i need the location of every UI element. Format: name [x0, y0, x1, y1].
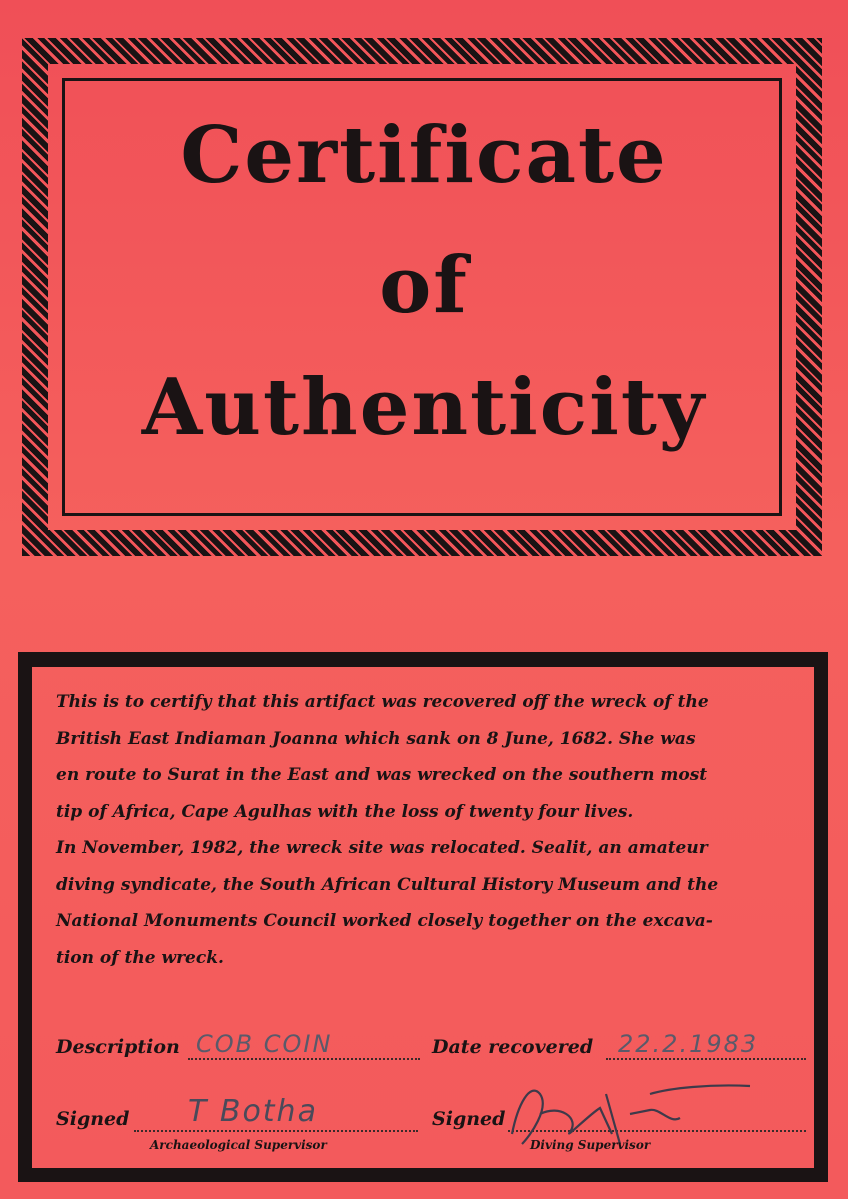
date-recovered-label: Date recovered	[432, 1036, 594, 1058]
signature-archaeological: T Botha	[188, 1094, 318, 1129]
text-line: tip of Africa, Cape Agulhas with the loss of twenty four lives.	[56, 801, 634, 822]
text-line: en route to Surat in the East and was wrecked on the southern most	[56, 765, 708, 785]
diving-supervisor-label: Diving Supervisor	[530, 1138, 651, 1152]
description-dotted-line	[188, 1058, 420, 1060]
title-certificate: Certificate	[180, 110, 668, 201]
date-recovered-value: 22.2.1983	[618, 1030, 759, 1058]
text-line: diving syndicate, the South African Cultural History Museum and the	[56, 874, 719, 895]
date-dotted-line	[606, 1058, 806, 1060]
title-of: of	[379, 240, 469, 331]
title-authenticity: Authenticity	[141, 362, 707, 453]
signed-label-diving: Signed	[432, 1108, 506, 1130]
archaeological-supervisor-label: Archaeological Supervisor	[150, 1138, 327, 1152]
text-line: National Monuments Council worked closely together on the excava-	[56, 911, 713, 931]
text-line: tion of the wreck.	[56, 947, 224, 968]
description-value: COB COIN	[196, 1030, 333, 1058]
signature-line-archaeological	[134, 1130, 418, 1132]
signed-label-archaeological: Signed	[56, 1108, 130, 1130]
text-line: This is to certify that this artifact was recovered off the wreck of the	[56, 692, 709, 712]
text-line: In November, 1982, the wreck site was relocated. Sealit, an amateur	[56, 838, 708, 858]
text-line: British East Indiaman Joanna which sank on 8 June, 1682. She was	[56, 728, 696, 749]
certification-text	[56, 684, 808, 976]
description-label: Description	[56, 1036, 180, 1058]
